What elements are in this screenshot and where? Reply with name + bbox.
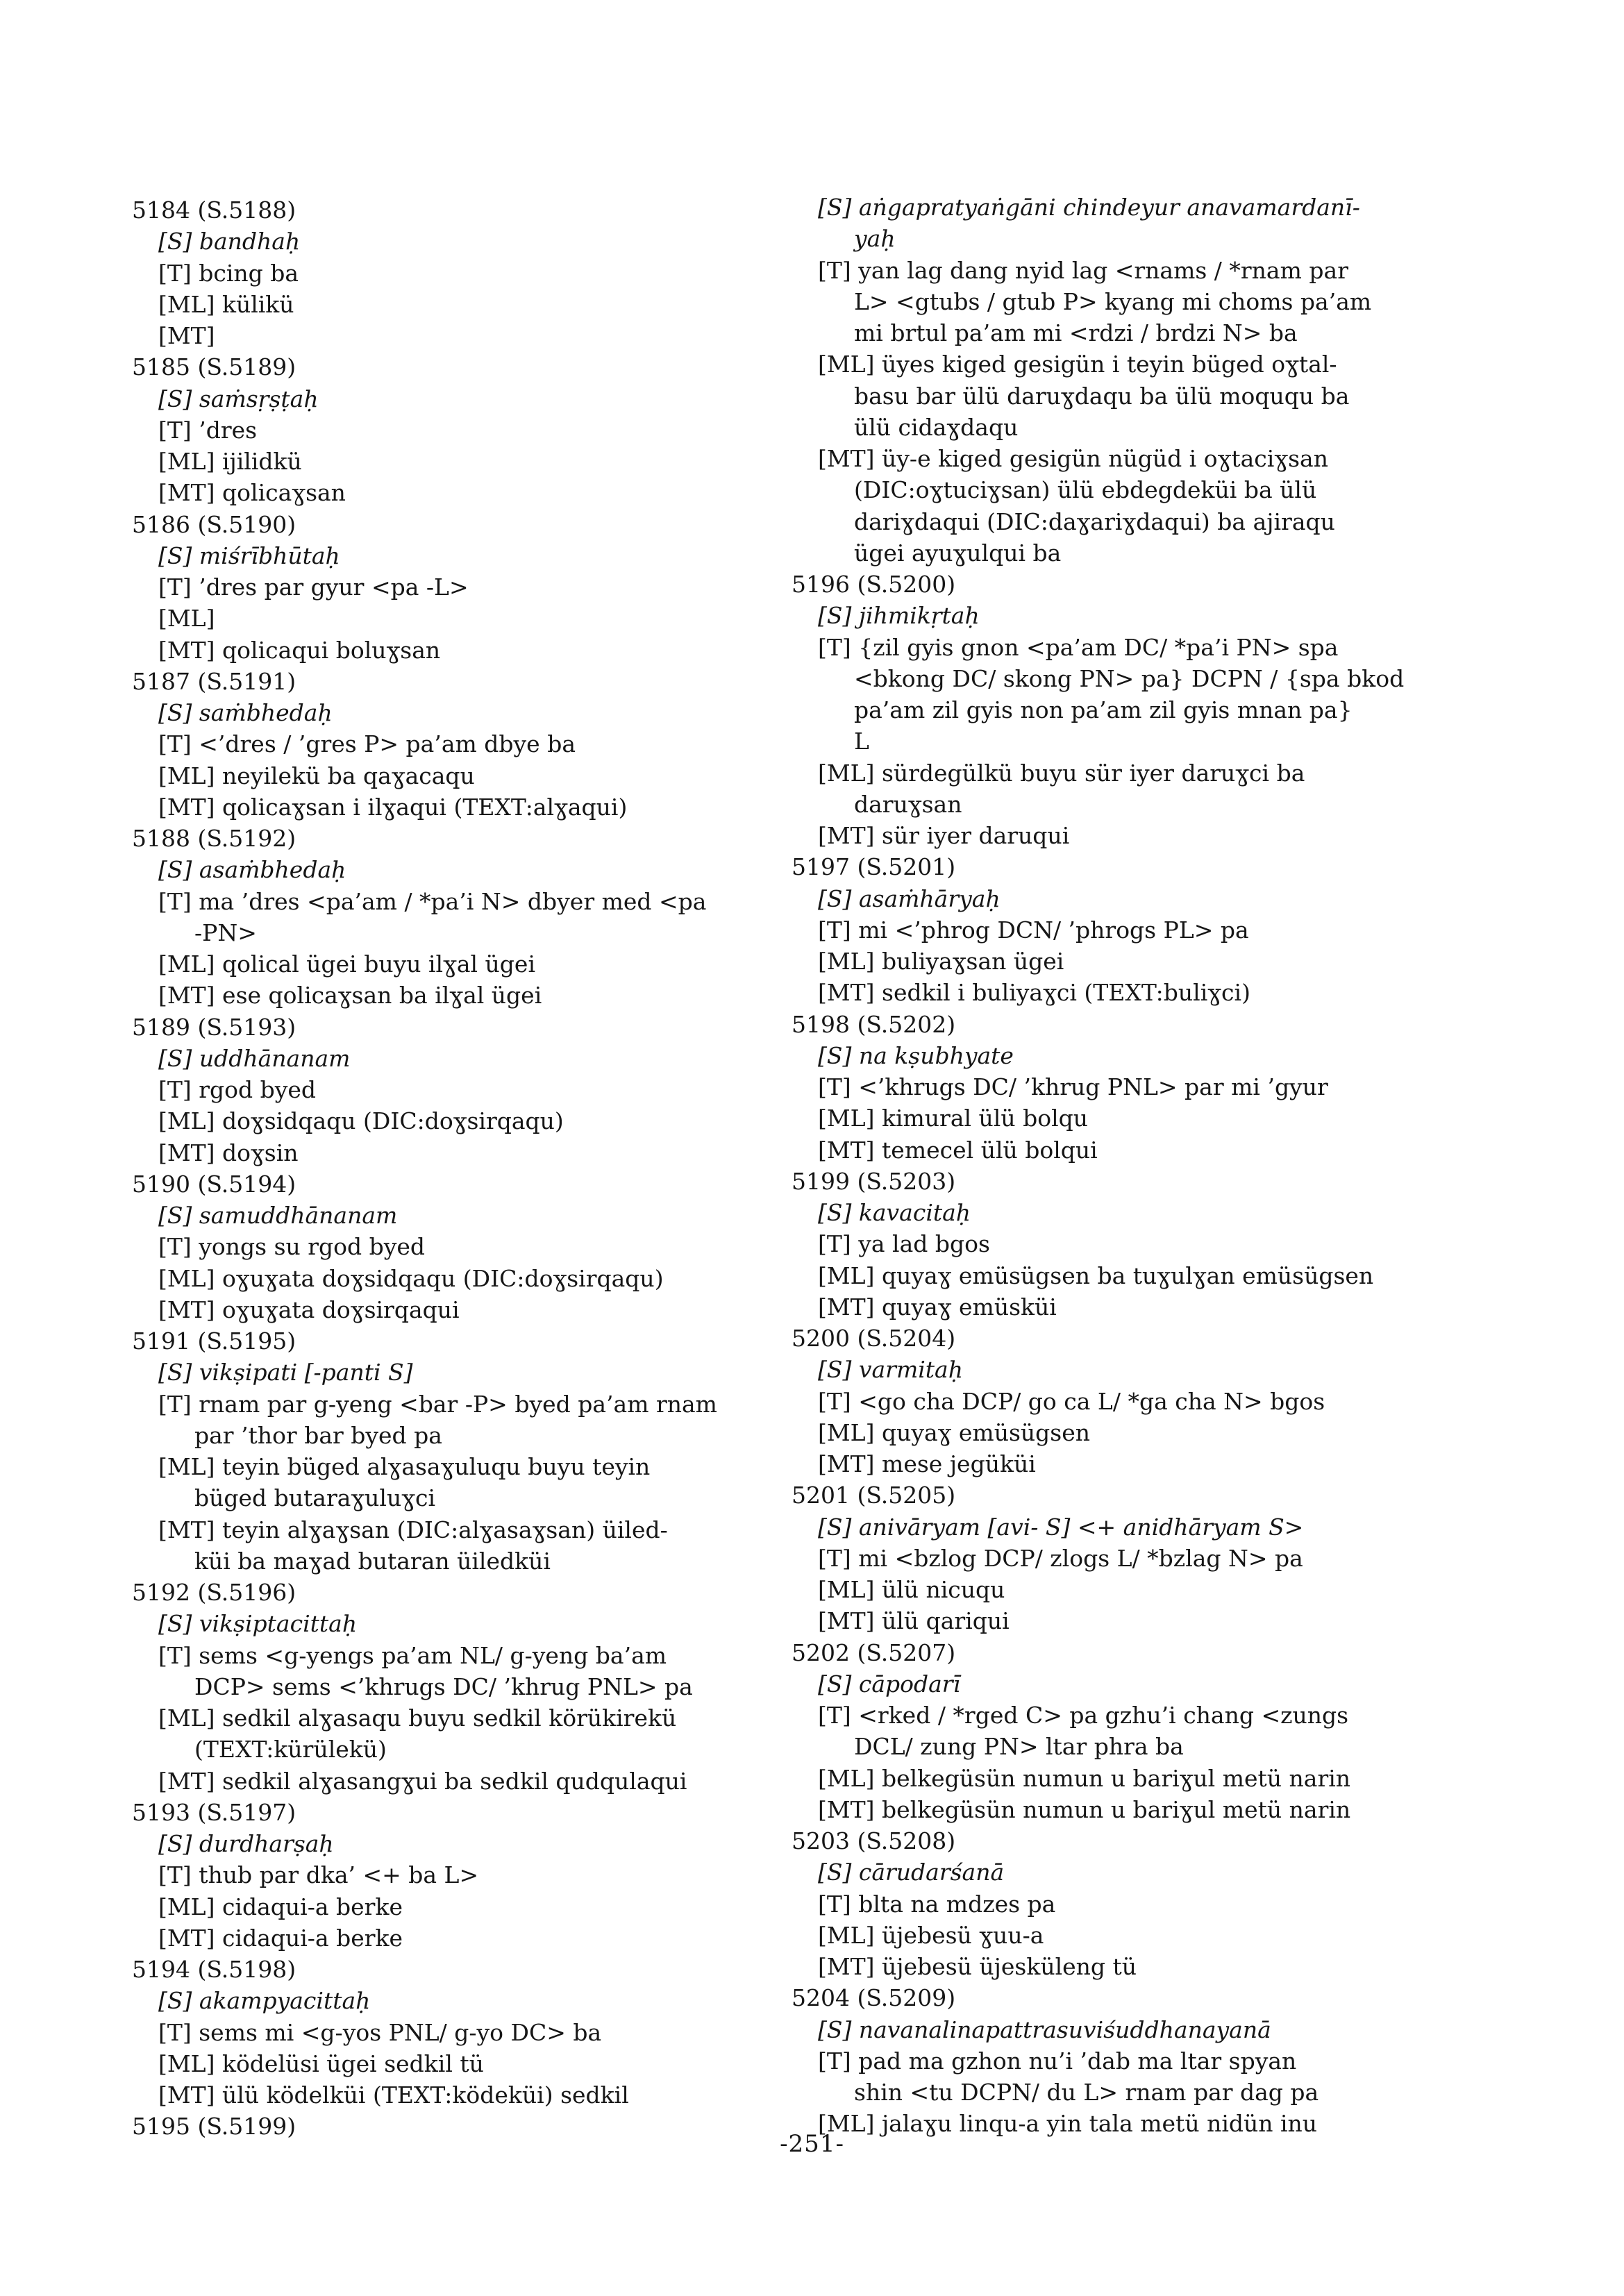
line-text: [T] mi <’phrog DCN/ ’phrogs PL> pa [818, 916, 1249, 944]
entry-heading [132, 1954, 778, 1985]
line-text: daruɣsan [854, 790, 962, 818]
line-text: [ML] quyaɣ emüsügsen ba tuɣulɣan emüsügsen [818, 1262, 1374, 1289]
line-text: 5187 (S.5191) [132, 667, 296, 695]
line-text: 5185 (S.5189) [132, 353, 296, 381]
line-text: [S] aṅgapratyaṅgāni chindeyur anavamardanī- [818, 194, 1360, 221]
left-column [132, 194, 778, 2143]
entry-heading [792, 1825, 1444, 1857]
line-text: [S] durdharṣaḥ [158, 1830, 334, 1857]
field-line [132, 414, 778, 446]
field-line [792, 757, 1444, 789]
field-line [792, 443, 1444, 474]
field-line [132, 854, 778, 885]
entry-heading [132, 1797, 778, 1828]
line-text: [ML] üyes kiged gesigün i teyin büged oɣtal- [818, 351, 1337, 378]
field-line [792, 1071, 1444, 1103]
field-line [792, 820, 1444, 851]
line-text: 5188 (S.5192) [132, 825, 296, 852]
continuation-line [132, 1734, 778, 1765]
field-line [792, 192, 1444, 223]
line-text: [ML] [158, 605, 215, 632]
continuation-line [132, 1545, 778, 1577]
field-line [132, 1263, 778, 1294]
line-text: 5197 (S.5201) [792, 853, 956, 881]
entry-heading [792, 1323, 1444, 1354]
line-text: [MT] üjebesü üjesküleng tü [818, 1953, 1137, 1980]
field-line [132, 289, 778, 320]
field-line [792, 1763, 1444, 1794]
line-text: [ML] qolical ügei buyu ilɣal ügei [158, 950, 536, 978]
field-line [132, 383, 778, 414]
line-text: [MT] [158, 322, 215, 349]
line-text: [T] <’dres / ’gres P> pa’am dbye ba [158, 730, 576, 758]
line-text: 5191 (S.5195) [132, 1327, 296, 1355]
line-text: [MT] sedkil i buliyaɣci (TEXT:buliɣci) [818, 979, 1250, 1007]
continuation-line [132, 1420, 778, 1451]
field-line [792, 1228, 1444, 1259]
field-line [792, 1574, 1444, 1605]
line-text: [T] ma ’dres <pa’am / *pa’i N> dbyer med <pa [158, 887, 707, 915]
field-line [132, 2048, 778, 2079]
line-text: küi ba maɣad butaran üiledküi [194, 1547, 551, 1575]
line-text: DCP> sems <’khrugs DC/ ’khrug PNL> pa [194, 1673, 693, 1700]
field-line [132, 980, 778, 1011]
line-text: [ML] sürdegülkü buyu sür iyer daruɣci ba [818, 759, 1305, 787]
line-text: pa’am zil gyis non pa’am zil gyis mnan pa} [854, 696, 1353, 723]
line-text: [ML] üjebesü ɣuu-a [818, 1921, 1044, 1949]
line-text: [T] rnam par g-yeng <bar -P> byed pa’am rnam [158, 1390, 717, 1418]
continuation-line [792, 789, 1444, 820]
field-line [792, 1668, 1444, 1700]
line-text: [S] kavacitaḥ [818, 1199, 971, 1226]
continuation-line [132, 1671, 778, 1702]
field-line [132, 1702, 778, 1734]
line-text: [T] bcing ba [158, 259, 299, 287]
line-text: [T] ’dres par gyur <pa -L> [158, 573, 469, 601]
field-line [132, 1043, 778, 1074]
right-column [792, 192, 1444, 2140]
continuation-line [792, 726, 1444, 757]
entry-heading [792, 1637, 1444, 1668]
line-text: [T] mi <bzlog DCP/ zlogs L/ *bzlag N> pa [818, 1544, 1303, 1572]
line-text: 5203 (S.5208) [792, 1827, 956, 1854]
line-text: -PN> [194, 919, 257, 946]
field-line [792, 1888, 1444, 1920]
continuation-line [792, 694, 1444, 726]
field-line [792, 2014, 1444, 2045]
line-text: [S] varmitaḥ [818, 1356, 963, 1384]
field-line [132, 571, 778, 603]
field-line [132, 1922, 778, 1954]
line-text: [S] saṁbhedaḥ [158, 699, 333, 726]
field-line [792, 914, 1444, 946]
line-text: [MT] qolicaqui boluɣsan [158, 636, 441, 664]
field-line [132, 1074, 778, 1105]
line-text: [MT] ülü ködelküi (TEXT:ködeküi) sedkil [158, 2081, 629, 2109]
line-text: [T] <rked / *rged C> pa gzhu’i chang <zungs [818, 1702, 1349, 1729]
continuation-line [792, 412, 1444, 443]
line-text: [MT] teyin alɣaɣsan (DIC:alɣasaɣsan) üiled- [158, 1516, 668, 1543]
continuation-line [792, 1731, 1444, 1762]
field-line [792, 1511, 1444, 1543]
line-text: DCL/ zung PN> ltar phra ba [854, 1733, 1184, 1761]
line-text: 5186 (S.5190) [132, 510, 296, 538]
field-line [792, 946, 1444, 977]
line-text: [ML] teyin büged alɣasaɣuluqu buyu teyin [158, 1453, 651, 1480]
line-text: <bkong DC/ skong PN> pa} DCPN / {spa bkod [854, 664, 1405, 692]
line-text: [ML] buliyaɣsan ügei [818, 948, 1064, 975]
line-text: (DIC:oɣtuciɣsan) ülü ebdegdeküi ba ülü [854, 476, 1317, 504]
field-line [792, 600, 1444, 631]
field-line [792, 1197, 1444, 1228]
field-line [132, 2079, 778, 2111]
line-text: [MT] belkegüsün numun u bariɣul metü narin [818, 1795, 1351, 1823]
line-text: [S] cāpodarī [818, 1670, 961, 1698]
line-text: [T] yan lag dang nyid lag <rnams / *rnam par [818, 256, 1348, 284]
field-line [792, 1448, 1444, 1480]
line-text: [MT] quyaɣ emüsküi [818, 1293, 1057, 1321]
field-line [132, 2017, 778, 2048]
line-text: [T] rgod byed [158, 1076, 317, 1103]
field-line [792, 1040, 1444, 1071]
line-text: 5200 (S.5204) [792, 1325, 956, 1352]
line-text: mi brtul pa’am mi <rdzi / brdzi N> ba [854, 319, 1298, 346]
field-line [792, 1951, 1444, 1982]
field-line [792, 1543, 1444, 1574]
field-line [132, 760, 778, 791]
entry-heading [792, 1009, 1444, 1040]
entry-heading [132, 351, 778, 383]
field-line [132, 948, 778, 980]
field-line [132, 320, 778, 351]
line-text: [S] bandhaḥ [158, 228, 301, 255]
field-line [132, 728, 778, 760]
field-line [132, 1514, 778, 1545]
line-text: [MT] sedkil alɣasangɣui ba sedkil qudqulaqui [158, 1767, 687, 1795]
line-text: [MT] ese qolicaɣsan ba ilɣal ügei [158, 982, 542, 1009]
line-text: 5202 (S.5207) [792, 1639, 956, 1666]
line-text: [T] <’khrugs DC/ ’khrug PNL> par mi ’gyur [818, 1073, 1328, 1100]
field-line [792, 1354, 1444, 1385]
entry-heading [132, 1577, 778, 1608]
line-text: [T] <go cha DCP/ go ca L/ *ga cha N> bgos [818, 1387, 1325, 1415]
line-text: [S] uddhānanam [158, 1044, 351, 1072]
continuation-line [792, 663, 1444, 694]
line-text: ügei ayuɣulqui ba [854, 539, 1062, 567]
continuation-line [792, 2077, 1444, 2108]
line-text: [ML] ijilidkü [158, 448, 302, 475]
line-text: 5204 (S.5209) [792, 1984, 956, 2012]
field-line [132, 1608, 778, 1639]
field-line [792, 1920, 1444, 1951]
line-text: [ML] neyilekü ba qaɣacaqu [158, 762, 475, 789]
line-text: [MT] cidaqui-a berke [158, 1924, 403, 1952]
field-line [792, 1134, 1444, 1166]
field-line [132, 226, 778, 257]
field-line [132, 1451, 778, 1482]
line-text: [MT] oɣuɣata doɣsirqaqui [158, 1296, 460, 1323]
field-line [132, 603, 778, 634]
line-text: [ML] oɣuɣata doɣsidqaqu (DIC:doɣsirqaqu) [158, 1264, 664, 1292]
line-text: L> <gtubs / gtub P> kyang mi choms pa’am [854, 287, 1372, 315]
entry-heading [132, 1325, 778, 1357]
line-text: büged butaraɣuluɣci [194, 1484, 436, 1512]
continuation-line [792, 223, 1444, 254]
field-line [132, 1859, 778, 1891]
field-line [132, 1200, 778, 1231]
entry-heading [132, 194, 778, 226]
line-text: [T] thub par dka’ <+ ba L> [158, 1861, 479, 1889]
field-line [132, 258, 778, 289]
line-text: [ML] belkegüsün numun u bariɣul metü narin [818, 1764, 1351, 1792]
field-line [792, 1417, 1444, 1448]
line-text: (TEXT:kürülekü) [194, 1736, 387, 1763]
line-text: [T] yongs su rgod byed [158, 1233, 426, 1261]
line-text: [MT] qolicaɣsan [158, 479, 346, 507]
line-text: shin <tu DCPN/ du L> rnam par dag pa [854, 2079, 1319, 2106]
line-text: [S] akampyacittaḥ [158, 1987, 371, 2015]
entry-heading [132, 666, 778, 697]
line-text: 5189 (S.5193) [132, 1013, 296, 1041]
line-text: dariɣdaqui (DIC:daɣariɣdaqui) ba ajiraqu [854, 508, 1335, 535]
field-line [792, 1291, 1444, 1323]
line-text: [T] sems mi <g-yos PNL/ g-yo DC> ba [158, 2018, 602, 2046]
line-text: 5192 (S.5196) [132, 1579, 296, 1606]
line-text: [S] jihmikṛtaḥ [818, 602, 980, 630]
line-text: [MT] sür iyer daruqui [818, 822, 1070, 849]
line-text: par ’thor bar byed pa [194, 1421, 442, 1449]
continuation-line [792, 380, 1444, 412]
field-line [792, 1857, 1444, 1888]
line-text: L [854, 728, 869, 755]
line-text: [S] miśrībhūtaḥ [158, 542, 340, 569]
line-text: [T] ya lad bgos [818, 1230, 990, 1258]
field-line [132, 1640, 778, 1671]
field-line [132, 791, 778, 823]
entry-heading [132, 509, 778, 540]
line-text: 5199 (S.5203) [792, 1167, 956, 1195]
field-line [132, 635, 778, 666]
line-text: [S] navanalinapattrasuviśuddhanayanā [818, 2016, 1271, 2043]
field-line [132, 886, 778, 917]
field-line [132, 1828, 778, 1859]
line-text: [MT] temecel ülü bolqui [818, 1136, 1098, 1164]
field-line [132, 1389, 778, 1420]
continuation-line [792, 286, 1444, 317]
line-text: yaḥ [854, 225, 896, 253]
line-text: [ML] cidaqui-a berke [158, 1893, 403, 1920]
field-line [132, 1985, 778, 2016]
entry-heading [792, 1166, 1444, 1197]
line-text: basu bar ülü daruɣdaqu ba ülü moququ ba [854, 382, 1350, 410]
line-text: [ML] kimural ülü bolqu [818, 1105, 1089, 1132]
line-text: [T] pad ma gzhon nu’i ’dab ma ltar spyan [818, 2047, 1297, 2075]
field-line [792, 1605, 1444, 1636]
continuation-line [792, 317, 1444, 349]
field-line [792, 2045, 1444, 2077]
field-line [132, 1766, 778, 1797]
continuation-line [792, 474, 1444, 505]
entry-heading [792, 1982, 1444, 2013]
entry-heading [132, 823, 778, 854]
field-line [792, 349, 1444, 380]
line-text: [ML] ködelüsi ügei sedkil tü [158, 2050, 484, 2077]
line-text: 5184 (S.5188) [132, 196, 296, 224]
field-line [132, 1294, 778, 1325]
line-text: [S] cārudarśanā [818, 1859, 1005, 1886]
line-text: [MT] mese jegüküi [818, 1450, 1036, 1477]
field-line [132, 1105, 778, 1137]
field-line [792, 1260, 1444, 1291]
field-line [792, 1700, 1444, 1731]
field-line [132, 1891, 778, 1922]
line-text: 5195 (S.5199) [132, 2113, 296, 2140]
line-text: [S] asaṁhāryaḥ [818, 885, 1001, 912]
line-text: [S] vikṣipati [-panti S] [158, 1359, 413, 1386]
line-text: [T] {zil gyis gnon <pa’am DC/ *pa’i PN> spa [818, 633, 1339, 661]
line-text: [ML] külikü [158, 290, 294, 318]
line-text: [ML] doɣsidqaqu (DIC:doɣsirqaqu) [158, 1107, 564, 1135]
field-line [132, 1231, 778, 1262]
field-line [792, 1103, 1444, 1134]
field-line [792, 883, 1444, 914]
entry-heading [792, 569, 1444, 600]
line-text: [ML] jalaɣu linqu-a yin tala metü nidün inu [818, 2110, 1318, 2138]
line-text: 5201 (S.5205) [792, 1482, 956, 1509]
line-text: [S] samuddhānanam [158, 1202, 398, 1229]
line-text: 5190 (S.5194) [132, 1170, 296, 1198]
line-text: [ML] quyaɣ emüsügsen [818, 1418, 1091, 1446]
line-text: [T] sems <g-yengs pa’am NL/ g-yeng ba’am [158, 1641, 667, 1669]
entry-heading [132, 1012, 778, 1043]
line-text: [S] anivāryam [avi- S] <+ anidhāryam S> [818, 1513, 1304, 1541]
page-number: -251- [780, 2130, 844, 2158]
line-text: [T] blta na mdzes pa [818, 1890, 1056, 1918]
line-text: [MT] qolicaɣsan i ilɣaqui (TEXT:alɣaqui) [158, 793, 628, 821]
line-text: 5193 (S.5197) [132, 1798, 296, 1826]
line-text: [MT] doɣsin [158, 1139, 299, 1166]
continuation-line [792, 506, 1444, 537]
line-text: [T] ’dres [158, 416, 258, 444]
line-text: 5194 (S.5198) [132, 1956, 296, 1983]
line-text: [ML] sedkil alɣasaqu buyu sedkil körükirekü [158, 1704, 677, 1732]
continuation-line [132, 917, 778, 948]
field-line [132, 697, 778, 728]
field-line [792, 632, 1444, 663]
line-text: 5196 (S.5200) [792, 571, 956, 598]
field-line [132, 1137, 778, 1168]
field-line [792, 1794, 1444, 1825]
line-text: 5198 (S.5202) [792, 1010, 956, 1038]
line-text: [S] na kṣubhyate [818, 1041, 1014, 1069]
line-text: ülü cidaɣdaqu [854, 413, 1019, 441]
line-text: [ML] ülü nicuqu [818, 1576, 1005, 1603]
line-text: [MT] ülü qariqui [818, 1607, 1010, 1635]
line-text: [S] vikṣiptacittaḥ [158, 1610, 358, 1638]
line-text: [S] asaṁbhedaḥ [158, 856, 346, 884]
field-line [792, 255, 1444, 286]
entry-heading [792, 1480, 1444, 1511]
field-line [792, 977, 1444, 1008]
entry-heading [792, 851, 1444, 882]
field-line [132, 477, 778, 508]
line-text: [S] saṁsṛṣṭaḥ [158, 385, 319, 412]
continuation-line [792, 537, 1444, 569]
line-text: [MT] üy-e kiged gesigün nügüd i oɣtaciɣsan [818, 445, 1328, 472]
continuation-line [132, 1482, 778, 1514]
field-line [792, 1386, 1444, 1417]
entry-heading [132, 1168, 778, 1200]
field-line [132, 540, 778, 571]
field-line [132, 1357, 778, 1388]
field-line [132, 446, 778, 477]
